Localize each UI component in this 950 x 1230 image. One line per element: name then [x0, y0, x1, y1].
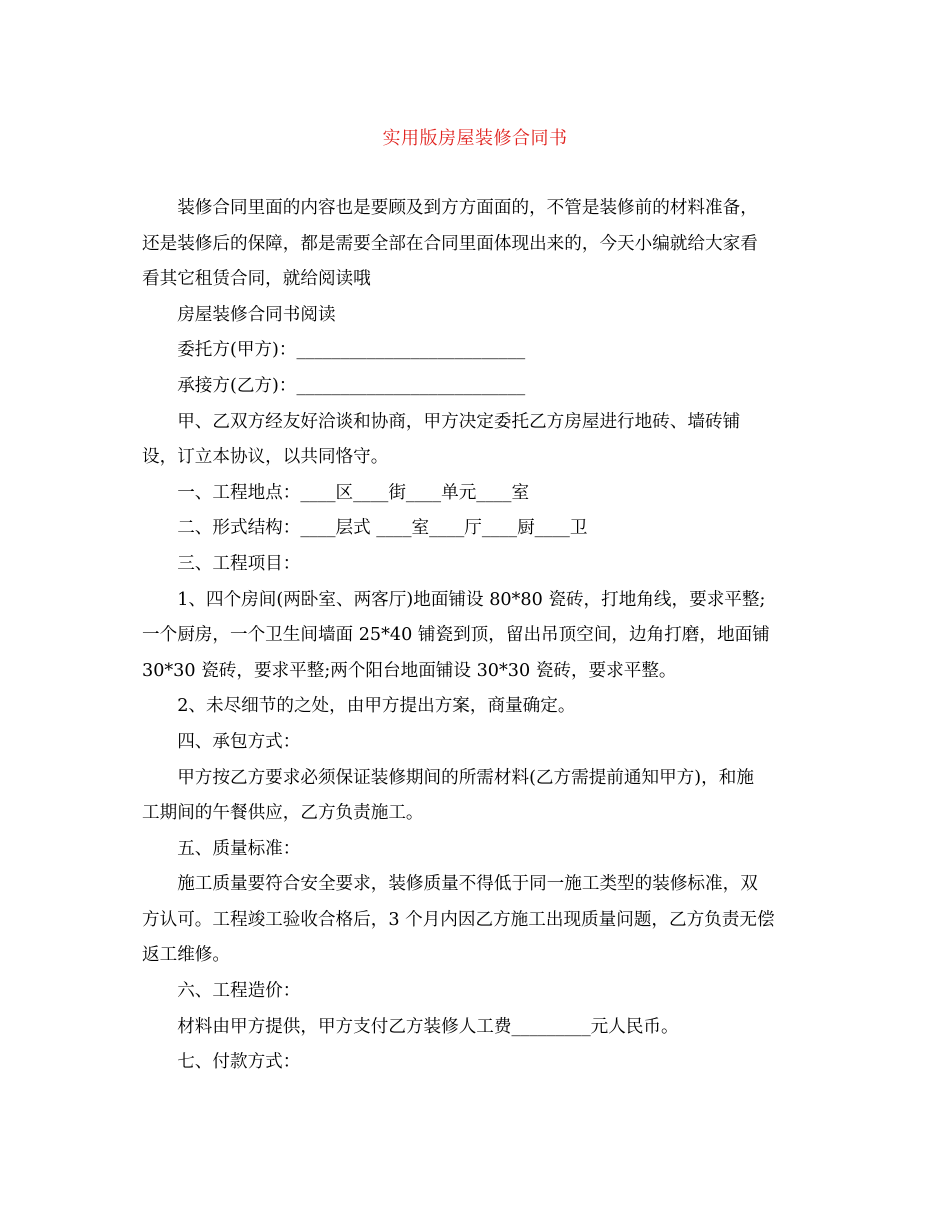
quality-heading: 五、质量标准： — [177, 838, 301, 859]
section-subtitle: 房屋装修合同书阅读 — [177, 304, 336, 325]
document-title: 实用版房屋装修合同书 — [382, 128, 568, 149]
contract-heading: 四、承包方式： — [177, 731, 301, 752]
intro-line: 装修合同里面的内容也是要顾及到方方面面的，不管是装修前的材料准备， — [177, 198, 758, 218]
item1-paragraph — [142, 583, 810, 690]
document-body — [142, 191, 810, 1081]
items-heading: 三、工程项目： — [177, 553, 301, 574]
location-clause: 一、工程地点：____区____街____单元____室 — [177, 482, 530, 503]
agreement-paragraph — [142, 405, 810, 476]
party-b-field: 承接方(乙方)：__________________________ — [177, 375, 526, 396]
agreement-line: 设，订立本协议，以共同恪守。 — [142, 447, 389, 468]
payment-heading: 七、付款方式： — [177, 1052, 301, 1073]
cost-heading: 六、工程造价： — [177, 981, 301, 1002]
contract-paragraph — [142, 761, 810, 832]
cost-clause: 材料由甲方提供，甲方支付乙方装修人工费_________元人民币。 — [177, 1016, 679, 1037]
intro-line: 看其它租赁合同，就给阅读哦 — [142, 269, 371, 290]
quality-line: 返工维修。 — [142, 945, 230, 966]
item1-line: 1、四个房间(两卧室、两客厅)地面铺设 80*80 瓷砖，打地角线，要求平整; — [177, 589, 766, 610]
contract-line: 甲方按乙方要求必须保证装修期间的所需材料(乙方需提前通知甲方)，和施 — [177, 767, 754, 788]
contract-line: 工期间的午餐供应，乙方负责施工。 — [142, 803, 424, 824]
item1-line: 30*30 瓷砖，要求平整;两个阳台地面铺设 30*30 瓷砖，要求平整。 — [142, 660, 677, 681]
agreement-line: 甲、乙双方经友好洽谈和协商，甲方决定委托乙方房屋进行地砖、墙砖铺 — [177, 411, 741, 432]
item2-paragraph: 2、未尽细节的之处，由甲方提出方案，商量确定。 — [177, 696, 576, 717]
party-a-field: 委托方(甲方)：__________________________ — [177, 340, 526, 361]
structure-clause: 二、形式结构：____层式 ____室____厅____厨____卫 — [177, 518, 588, 539]
quality-paragraph — [142, 867, 810, 974]
quality-line: 施工质量要符合安全要求，装修质量不得低于同一施工类型的装修标准，双 — [177, 874, 758, 895]
item1-line: 一个厨房，一个卫生间墙面 25*40 铺瓷到顶，留出吊顶空间，边角打磨，地面铺 — [142, 625, 770, 646]
intro-line: 还是装修后的保障，都是需要全部在合同里面体现出来的，今天小编就给大家看 — [142, 233, 758, 254]
quality-line: 方认可。工程竣工验收合格后，3 个月内因乙方施工出现质量问题，乙方负责无偿 — [142, 909, 775, 930]
intro-paragraph — [142, 191, 810, 298]
